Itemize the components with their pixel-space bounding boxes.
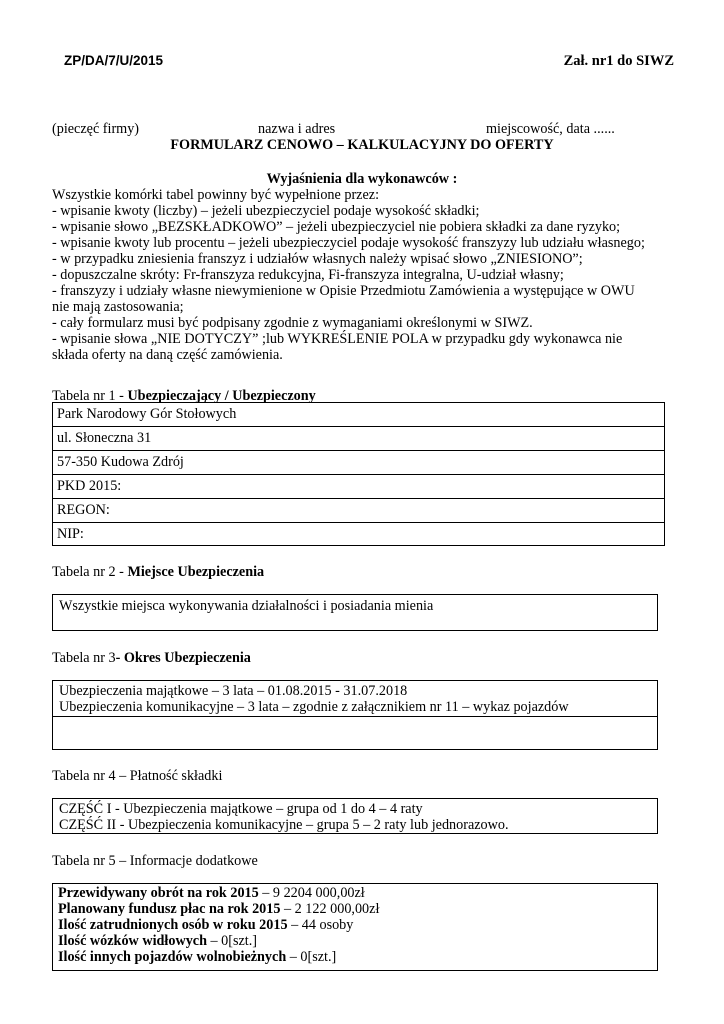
additional-info-item xyxy=(58,949,652,965)
premium-payment-table xyxy=(52,798,658,834)
explanation-line: - dopuszczalne skróty: Fr-franszyza redukcyjna, Fi-franszyza integralna, U-udział własny; xyxy=(52,267,564,283)
insurance-location-table xyxy=(52,594,658,631)
explanation-line: składa oferty na daną część zamówienia. xyxy=(52,347,283,363)
explanation-line: - wpisanie słowo „BEZSKŁADKOWO” – jeżeli ubezpieczyciel nie pobiera składki za dane ryzyko; xyxy=(52,219,621,235)
explanation-line: - w przypadku zniesienia franszyz i udziałów własnych należy wpisać słowo „ZNIESIONO”; xyxy=(52,251,583,267)
payment-line: CZĘŚĆ I - Ubezpieczenia majątkowe – grupa od 1 do 4 – 4 raty xyxy=(59,801,423,817)
table-row: PKD 2015: xyxy=(53,475,664,499)
firm-info-row xyxy=(52,121,672,137)
table-row: REGON: xyxy=(53,499,664,523)
insurance-period-cell xyxy=(53,681,657,717)
name-address-label: nazwa i adres xyxy=(258,121,336,137)
document-reference: ZP/DA/7/U/2015 xyxy=(64,53,164,68)
additional-info-item xyxy=(58,901,652,917)
explanations-heading: Wyjaśnienia dla wykonawców : xyxy=(266,171,458,187)
info-item-label: Ilość innych pojazdów wolnobieżnych xyxy=(58,949,287,965)
explanation-line: - wpisanie kwoty (liczby) – jeżeli ubezpieczyciel podaje wysokość składki; xyxy=(52,203,480,219)
place-date-label: miejscowość, data ...... xyxy=(486,121,615,137)
table-row: 57-350 Kudowa Zdrój xyxy=(53,451,664,475)
insurance-period-line: Ubezpieczenia komunikacyjne – 3 lata – zgodnie z załącznikiem nr 11 – wykaz pojazdów xyxy=(59,699,569,715)
table-row: NIP: xyxy=(57,526,84,542)
additional-info-item xyxy=(58,885,652,901)
explanation-line: - franszyzy i udziały własne niewymienione w Opisie Przedmiotu Zamówienia a występujące w OWU xyxy=(52,283,635,299)
table1-label-title: Ubezpieczający / Ubezpieczony xyxy=(127,388,316,404)
table1-label-prefix: Tabela nr 1 - xyxy=(52,388,128,404)
table5-label: Tabela nr 5 – Informacje dodatkowe xyxy=(52,853,258,869)
additional-info-item xyxy=(58,933,652,949)
insurance-period-table xyxy=(52,680,658,750)
explanation-line: - cały formularz musi być podpisany zgodnie z wymaganiami określonymi w SIWZ. xyxy=(52,315,533,331)
explanation-line: - wpisanie kwoty lub procentu – jeżeli ubezpieczyciel podaje wysokość franszyzy lub udziału własnego; xyxy=(52,235,645,251)
additional-info-table xyxy=(52,883,658,971)
table3-label xyxy=(52,650,251,666)
table-row: Park Narodowy Gór Stołowych xyxy=(53,403,664,427)
info-item-label: Przewidywany obrót na rok 2015 xyxy=(58,885,259,901)
info-item-label: Ilość wózków widłowych xyxy=(58,933,207,949)
info-item-value: – 9 2204 000,00zł xyxy=(258,885,365,901)
explanations-list xyxy=(52,187,692,363)
form-title: FORMULARZ CENOWO – KALKULACYJNY DO OFERTY xyxy=(170,137,554,153)
explanation-line: nie mają zastosowania; xyxy=(52,299,184,315)
table-row: ul. Słoneczna 31 xyxy=(53,427,664,451)
additional-info-item xyxy=(58,917,652,933)
explanation-line: Wszystkie komórki tabel powinny być wypełnione przez: xyxy=(52,187,380,203)
info-item-value: – 44 osoby xyxy=(287,917,354,933)
table2-label-prefix: Tabela nr 2 - xyxy=(52,564,128,580)
table3-label-prefix: Tabela nr 3 xyxy=(52,650,116,666)
info-item-value: – 0[szt.] xyxy=(286,949,337,965)
table3-label-title: - Okres Ubezpieczenia xyxy=(115,650,251,666)
payment-line: CZĘŚĆ II - Ubezpieczenia komunikacyjne – grupa 5 – 2 raty lub jednorazowo. xyxy=(59,817,509,833)
table2-label-title: Miejsce Ubezpieczenia xyxy=(127,564,265,580)
table4-label: Tabela nr 4 – Płatność składki xyxy=(52,768,223,784)
table2-label xyxy=(52,564,264,580)
insurance-location-text: Wszystkie miejsca wykonywania działalności i posiadania mienia xyxy=(59,598,434,614)
info-item-label: Planowany fundusz płac na rok 2015 xyxy=(58,901,281,917)
firm-stamp-label: (pieczęć firmy) xyxy=(52,121,140,137)
insurance-period-line: Ubezpieczenia majątkowe – 3 lata – 01.08.2015 - 31.07.2018 xyxy=(59,683,408,699)
insured-party-table xyxy=(52,402,665,546)
explanation-line: - wpisanie słowa „NIE DOTYCZY” ;lub WYKREŚLENIE POLA w przypadku gdy wykonawca nie xyxy=(52,331,623,347)
info-item-value: – 2 122 000,00zł xyxy=(280,901,380,917)
info-item-label: Ilość zatrudnionych osób w roku 2015 xyxy=(58,917,288,933)
info-item-value: – 0[szt.] xyxy=(206,933,258,949)
attachment-label: Zał. nr1 do SIWZ xyxy=(563,53,674,69)
